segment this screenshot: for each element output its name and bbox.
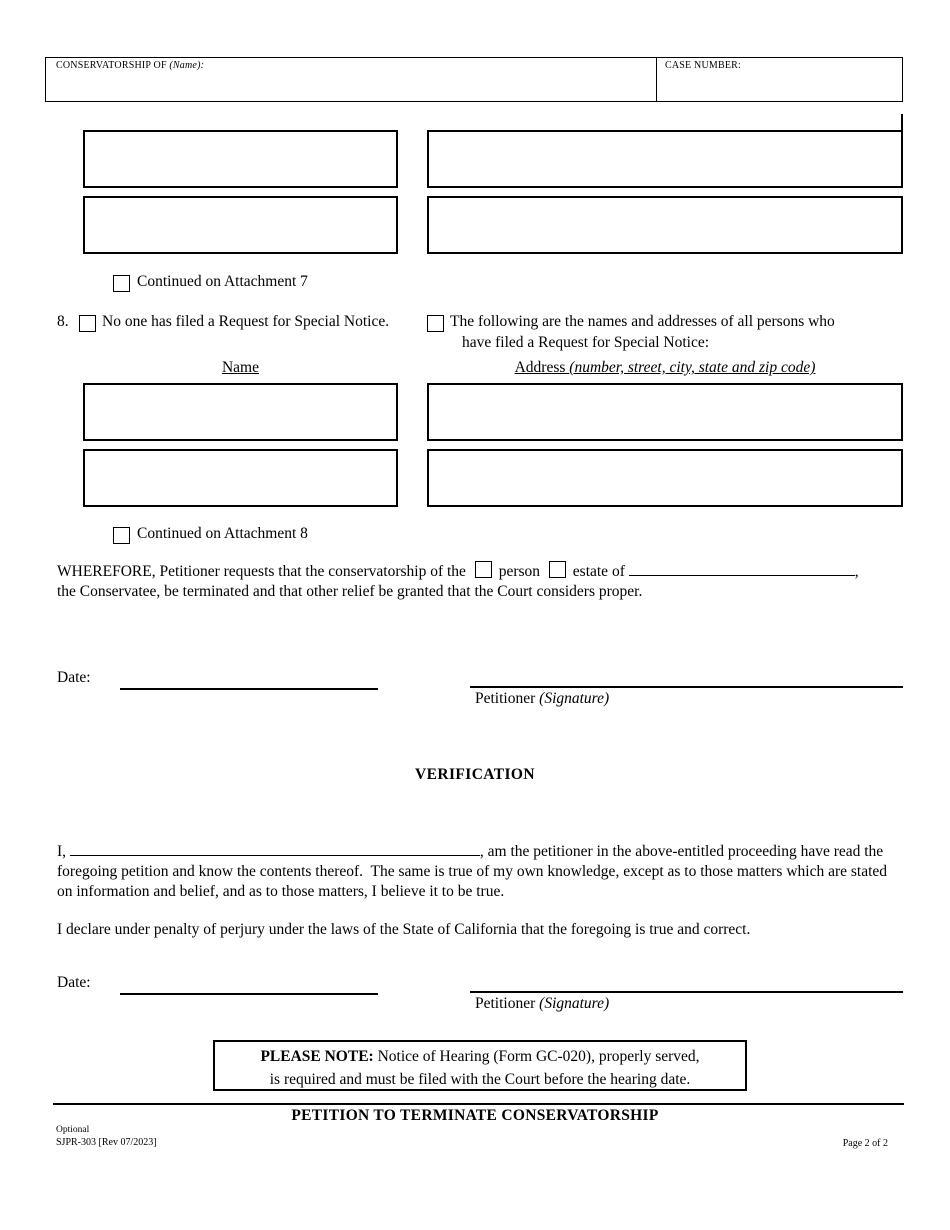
perjury-statement: I declare under penalty of perjury under the laws of the State of California that the foregoing is true and correct. xyxy=(57,921,751,938)
sec8-name-box-2[interactable] xyxy=(83,449,398,507)
signature-hint-1: (Signature) xyxy=(539,690,610,707)
sec7-name-box-1[interactable] xyxy=(83,130,398,188)
sec8-address-box-2[interactable] xyxy=(427,449,903,507)
verification-i-label: I, xyxy=(57,843,67,860)
no-special-notice-label: No one has filed a Request for Special Notice. xyxy=(102,313,390,330)
petitioner-signature-label-1 xyxy=(475,690,609,708)
footer-page-number: Page 2 of 2 xyxy=(842,1138,888,1149)
petitioner-signature-field-1[interactable] xyxy=(470,686,903,688)
please-note-bold: PLEASE NOTE: xyxy=(260,1048,374,1065)
date-field-2[interactable] xyxy=(120,993,378,995)
sec8-name-box-1[interactable] xyxy=(83,383,398,441)
conservatorship-name-input[interactable] xyxy=(45,57,656,102)
margin-tick xyxy=(901,114,903,130)
wherefore-line-1 xyxy=(57,561,859,581)
address-header-detail: (number, street, city, state and zip code) xyxy=(569,359,816,376)
address-header-word: Address xyxy=(514,359,570,376)
footer-optional: Optional xyxy=(56,1125,90,1135)
attachment-7-checkbox[interactable] xyxy=(113,275,130,292)
petitioner-signature-label-2 xyxy=(475,995,609,1013)
address-column-header xyxy=(427,359,903,377)
petitioner-word-2: Petitioner xyxy=(475,995,540,1012)
item-8-number: 8. xyxy=(57,313,69,330)
case-number-label: CASE NUMBER: xyxy=(665,60,742,71)
special-notice-list-label-line2: have filed a Request for Special Notice: xyxy=(462,334,710,351)
sec7-address-box-2[interactable] xyxy=(427,196,903,254)
petitioner-word-1: Petitioner xyxy=(475,690,540,707)
signature-hint-2: (Signature) xyxy=(539,995,610,1012)
attachment-7-label: Continued on Attachment 7 xyxy=(137,273,308,290)
petitioner-name-blank[interactable] xyxy=(70,842,480,856)
date-field-1[interactable] xyxy=(120,688,378,690)
wherefore-comma: , xyxy=(854,563,859,580)
footer-form-number: SJPR-303 [Rev 07/2023] xyxy=(56,1137,157,1148)
sec7-name-box-2[interactable] xyxy=(83,196,398,254)
estate-checkbox[interactable] xyxy=(549,561,566,578)
footer-rule xyxy=(53,1103,904,1105)
no-special-notice-checkbox[interactable] xyxy=(79,315,96,332)
address-header-text xyxy=(515,359,816,376)
special-notice-list-label-line1: The following are the names and addresses of all persons who xyxy=(450,313,835,330)
person-label: person xyxy=(498,563,541,580)
please-note-line-1 xyxy=(215,1045,745,1068)
please-note-text-1: Notice of Hearing (Form GC-020), properly served, xyxy=(373,1048,700,1065)
verification-title: VERIFICATION xyxy=(415,766,535,783)
verification-body-text: , am the petitioner in the above-entitled proceeding have read the foregoing petition and know the contents thereof. The same is true of my own knowledge, except as to those matters which are stated on information and belief, and as to those matters, I believe it to be true. xyxy=(57,843,888,900)
wherefore-line-2: the Conservatee, be terminated and that other relief be granted that the Court considers proper. xyxy=(57,583,643,600)
name-header-text: Name xyxy=(221,359,259,376)
person-checkbox[interactable] xyxy=(475,561,492,578)
conservatorship-of-text: CONSERVATORSHIP OF xyxy=(56,60,170,71)
sec8-address-box-1[interactable] xyxy=(427,383,903,441)
name-column-header xyxy=(83,359,398,377)
conservatee-name-blank[interactable] xyxy=(629,562,855,576)
attachment-8-label: Continued on Attachment 8 xyxy=(137,525,308,542)
please-note-box xyxy=(213,1040,747,1091)
sec7-address-box-1[interactable] xyxy=(427,130,903,188)
date-label-1: Date: xyxy=(57,669,91,686)
petitioner-signature-field-2[interactable] xyxy=(470,991,903,993)
verification-paragraph xyxy=(57,842,897,901)
attachment-8-checkbox[interactable] xyxy=(113,527,130,544)
estate-label: estate of xyxy=(572,563,625,580)
form-title: PETITION TO TERMINATE CONSERVATORSHIP xyxy=(291,1107,659,1124)
wherefore-text-before: WHEREFORE, Petitioner requests that the conservatorship of the xyxy=(57,563,466,580)
conservatorship-name-hint: (Name): xyxy=(169,60,205,71)
date-label-2: Date: xyxy=(57,974,91,991)
special-notice-list-checkbox[interactable] xyxy=(427,315,444,332)
please-note-line-2: is required and must be filed with the Court before the hearing date. xyxy=(269,1071,691,1088)
